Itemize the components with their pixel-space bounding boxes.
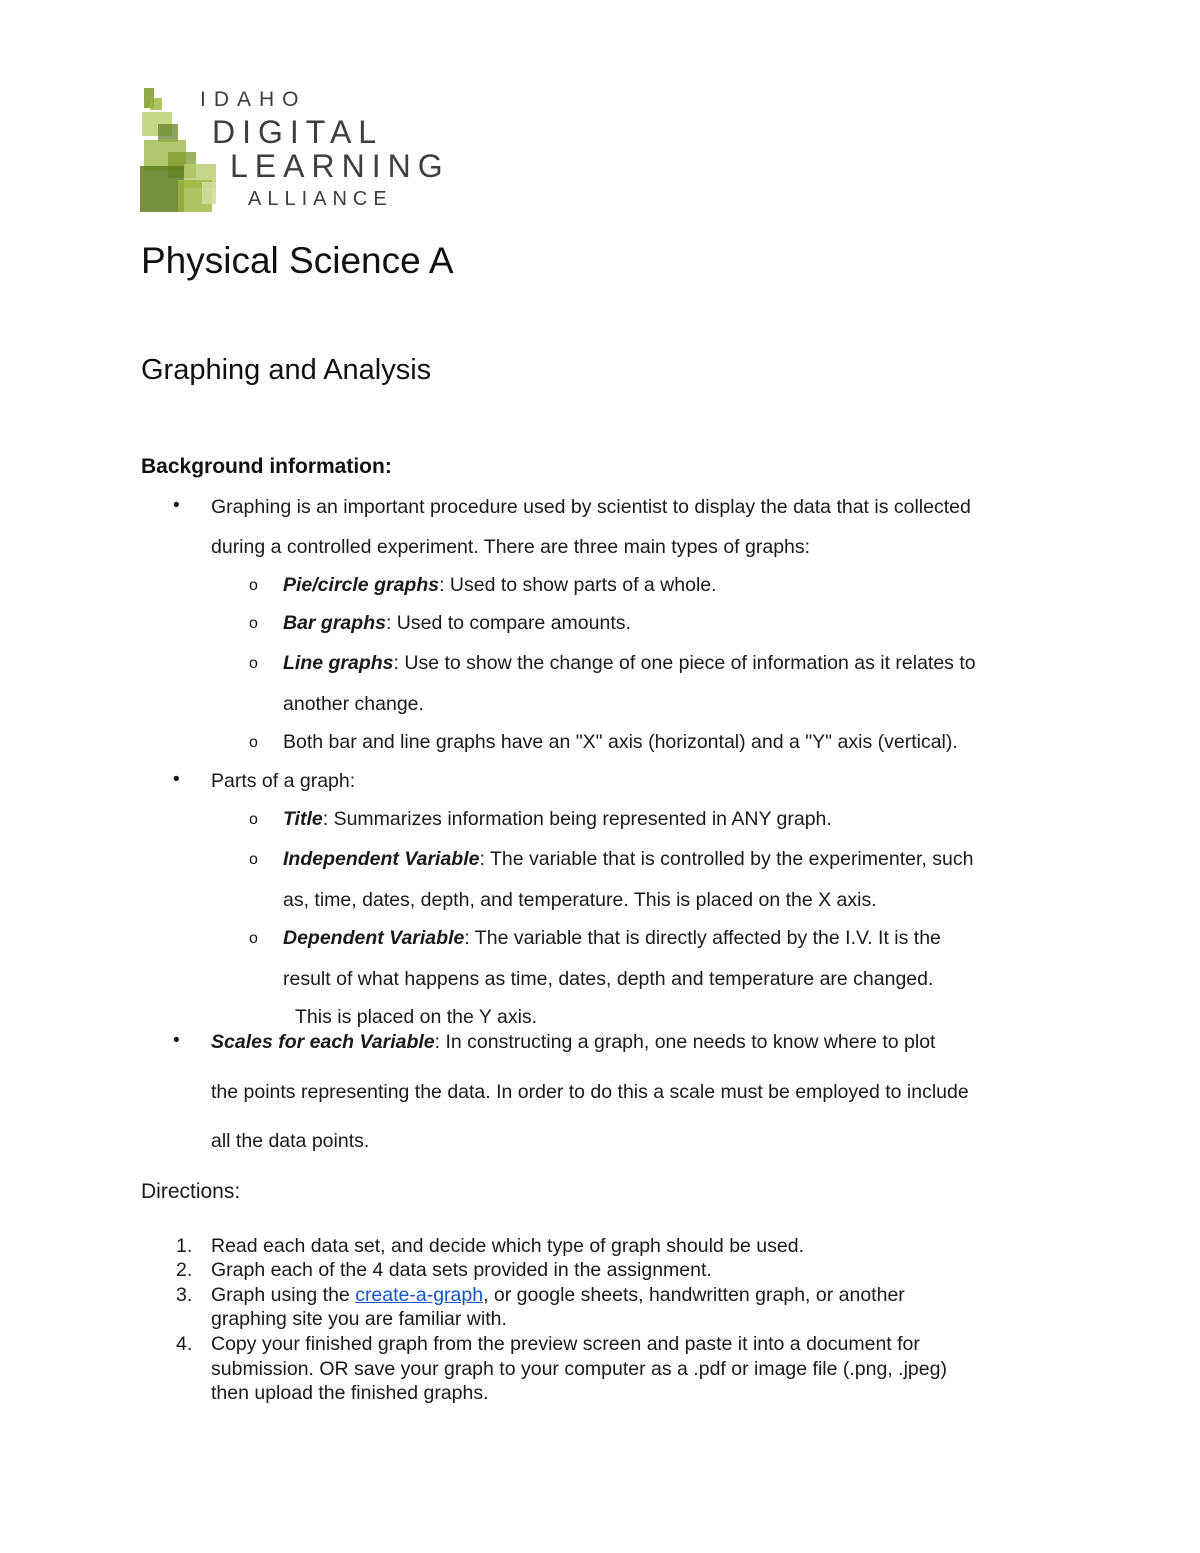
sub-bullet-icon: o <box>249 615 258 632</box>
logo-text-alliance: ALLIANCE <box>248 188 393 210</box>
bullet-graphing-line2: during a controlled experiment. There are three main types of graphs: <box>211 536 811 558</box>
bullet-scales: Scales for each Variable: In constructing a graph, one needs to know where to plot <box>211 1031 936 1053</box>
direction-item-3: Graph using the create-a-graph, or google sheets, handwritten graph, or another <box>211 1284 905 1306</box>
list-number: 3. <box>176 1284 193 1306</box>
direction-item-4-line3: then upload the finished graphs. <box>211 1382 489 1404</box>
directions-heading: Directions: <box>141 1180 241 1203</box>
sub-bullet-icon: o <box>249 734 258 751</box>
sub-bullet-icon: o <box>249 655 258 672</box>
list-number: 1. <box>176 1235 193 1257</box>
sub-item-independent-variable-line2: as, time, dates, depth, and temperature. This is placed on the X axis. <box>283 889 877 911</box>
bullet-graphing-line1: Graphing is an important procedure used by scientist to display the data that is collected <box>211 496 971 518</box>
logo-text-learning: LEARNING <box>230 148 450 184</box>
bullet-scales-line2: the points representing the data. In order to do this a scale must be employed to include <box>211 1081 969 1103</box>
direction-item-2: Graph each of the 4 data sets provided in the assignment. <box>211 1259 712 1281</box>
direction-item-1: Read each data set, and decide which type of graph should be used. <box>211 1235 804 1257</box>
bullet-scales-line3: all the data points. <box>211 1130 370 1152</box>
sub-item-dependent-variable-line3: This is placed on the Y axis. <box>295 1006 538 1028</box>
sub-bullet-icon: o <box>249 930 258 947</box>
idaho-digital-learning-alliance-logo <box>138 84 468 216</box>
logo-text-idaho: IDAHO <box>200 88 307 111</box>
bullet-icon: • <box>173 1030 180 1051</box>
direction-item-3-line2: graphing site you are familiar with. <box>211 1308 507 1330</box>
direction-item-4-line2: submission. OR save your graph to your computer as a .pdf or image file (.png, .jpeg) <box>211 1358 947 1380</box>
sub-item-dependent-variable: Dependent Variable: The variable that is directly affected by the I.V. It is the <box>283 927 941 949</box>
sub-item-title: Title: Summarizes information being represented in ANY graph. <box>283 808 832 830</box>
logo-text-digital: DIGITAL <box>212 114 384 150</box>
create-a-graph-link[interactable]: create-a-graph <box>355 1284 484 1306</box>
sub-item-line-graphs-line2: another change. <box>283 693 424 715</box>
direction-item-4: Copy your finished graph from the preview screen and paste it into a document for <box>211 1333 920 1355</box>
bullet-icon: • <box>173 769 180 790</box>
background-heading: Background information: <box>141 455 392 478</box>
page-subtitle: Graphing and Analysis <box>141 354 432 386</box>
sub-bullet-icon: o <box>249 577 258 594</box>
sub-item-bar-graphs: Bar graphs: Used to compare amounts. <box>283 612 631 634</box>
sub-item-independent-variable: Independent Variable: The variable that is controlled by the experimenter, such <box>283 848 974 870</box>
sub-bullet-icon: o <box>249 811 258 828</box>
sub-item-pie-graphs: Pie/circle graphs: Used to show parts of a whole. <box>283 574 717 596</box>
sub-bullet-icon: o <box>249 851 258 868</box>
page-title: Physical Science A <box>141 240 454 281</box>
sub-item-dependent-variable-line2: result of what happens as time, dates, depth and temperature are changed. <box>283 968 934 990</box>
bullet-icon: • <box>173 495 180 516</box>
sub-item-axes: Both bar and line graphs have an "X" axis (horizontal) and a "Y" axis (vertical). <box>283 731 958 753</box>
sub-item-line-graphs: Line graphs: Use to show the change of one piece of information as it relates to <box>283 652 976 674</box>
list-number: 4. <box>176 1333 193 1355</box>
list-number: 2. <box>176 1259 193 1281</box>
bullet-parts-of-graph: Parts of a graph: <box>211 770 356 792</box>
